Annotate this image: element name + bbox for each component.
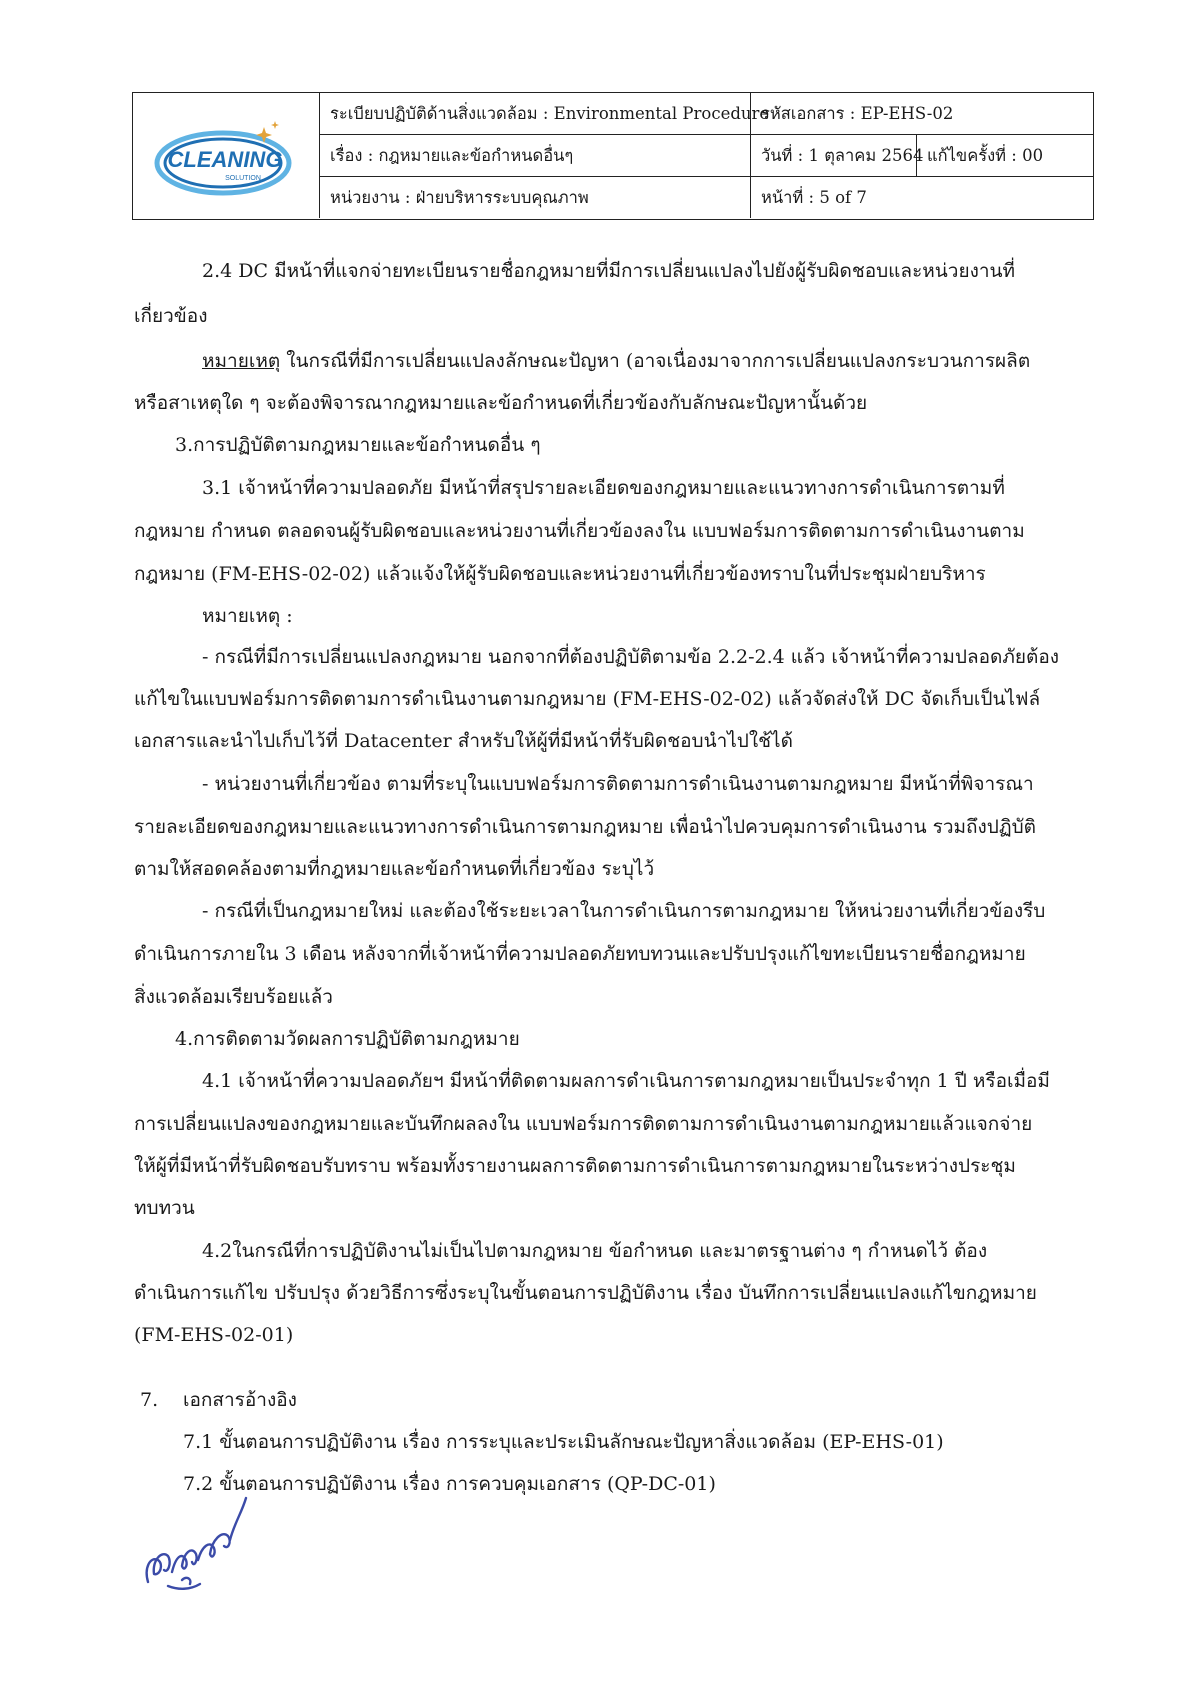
para-3-1-line3: กฎหมาย (FM-EHS-02-02) แล้วแจ้งให้ผู้รับผิดชอบและหน่วยงานที่เกี่ยวข้องทราบในที่ประชุมฝ่ายบริหาร	[134, 563, 986, 585]
para-3-1-line1: 3.1 เจ้าหน้าที่ความปลอดภัย มีหน้าที่สรุปรายละเอียดของกฎหมายและแนวทางการดำเนินการตามที่	[202, 477, 1005, 499]
procedure-title: ระเบียบปฏิบัติด้านสิ่งแวดล้อม : Environmental Procedure	[320, 93, 751, 134]
note-2-bullet3-line2: ดำเนินการภายใน 3 เดือน หลังจากที่เจ้าหน้าที่ความปลอดภัยทบทวนและปรับปรุงแก้ไขทะเบียนรายชื่อกฎหมาย	[134, 943, 1026, 965]
section-7-number: 7.	[140, 1389, 159, 1411]
note-1-line1	[202, 352, 1030, 371]
svg-text:CLEANING: CLEANING	[167, 147, 283, 172]
note-text: ในกรณีที่มีการเปลี่ยนแปลงลักษณะปัญหา (อาจเนื่องมาจากการเปลี่ยนแปลงกระบวนการผลิต	[280, 350, 1031, 372]
note-2-bullet1-line2: แก้ไขในแบบฟอร์มการติดตามการดำเนินงานตามกฎหมาย (FM-EHS-02-02) แล้วจัดส่งให้ DC จัดเก็บเป็นไฟล์	[134, 688, 1041, 710]
note-2-bullet2-line3: ตามให้สอดคล้องตามที่กฎหมายและข้อกำหนดที่เกี่ยวข้อง ระบุไว้	[134, 858, 655, 880]
note-2-bullet1-line3: เอกสารและนำไปเก็บไว้ที่ Datacenter สำหรับให้ผู้ที่มีหน้าที่รับผิดชอบนำไปใช้ได้	[134, 730, 793, 752]
para-4-2-line2: ดำเนินการแก้ไข ปรับปรุง ด้วยวิธีการซึ่งระบุในขั้นตอนการปฏิบัติงาน เรื่อง บันทึกการเปลี่ยนแปลงแก้ไขกฎหมาย	[134, 1282, 1037, 1304]
note-1-line2: หรือสาเหตุใด ๆ จะต้องพิจารณากฎหมายและข้อกำหนดที่เกี่ยวข้องกับลักษณะปัญหานั้นด้วย	[134, 392, 868, 414]
para-4-1-line4: ทบทวน	[134, 1197, 195, 1219]
note-2-label: หมายเหตุ :	[202, 605, 293, 627]
reference-7-2: 7.2 ขั้นตอนการปฏิบัติงาน เรื่อง การควบคุมเอกสาร (QP-DC-01)	[183, 1473, 716, 1495]
para-4-1-line3: ให้ผู้ที่มีหน้าที่รับผิดชอบรับทราบ พร้อมทั้งรายงานผลการติดตามการดำเนินการตามกฎหมายในระหว่างประชุม	[134, 1155, 1016, 1177]
section-3-heading: 3.การปฏิบัติตามกฎหมายและข้อกำหนดอื่น ๆ	[175, 434, 541, 456]
reference-7-1: 7.1 ขั้นตอนการปฏิบัติงาน เรื่อง การระบุและประเมินลักษณะปัญหาสิ่งแวดล้อม (EP-EHS-01)	[183, 1431, 944, 1453]
issue-date: วันที่ : 1 ตุลาคม 2564	[751, 135, 917, 176]
handwritten-signature	[138, 1490, 258, 1600]
note-2-bullet2-line1: - หน่วยงานที่เกี่ยวข้อง ตามที่ระบุในแบบฟอร์มการติดตามการดำเนินงานตามกฎหมาย มีหน้าที่พิจารณา	[202, 773, 1034, 795]
note-2-bullet3-line1: - กรณีที่เป็นกฎหมายใหม่ และต้องใช้ระยะเวลาในการดำเนินการตามกฎหมาย ให้หน่วยงานที่เกี่ยวข้องรีบ	[202, 900, 1046, 922]
doc-code: รหัสเอกสาร : EP-EHS-02	[761, 103, 954, 123]
svg-text:SOLUTION: SOLUTION	[225, 175, 261, 182]
document-header	[132, 92, 1094, 220]
revision: แก้ไขครั้งที่ : 00	[927, 145, 1044, 165]
para-4-2-line1: 4.2ในกรณีที่การปฏิบัติงานไม่เป็นไปตามกฎหมาย ข้อกำหนด และมาตรฐานต่าง ๆ กำหนดไว้ ต้อง	[202, 1240, 988, 1262]
cleaning-solution-logo	[151, 113, 301, 203]
note-2-bullet2-line2: รายละเอียดของกฎหมายและแนวทางการดำเนินการตามกฎหมาย เพื่อนำไปควบคุมการดำเนินงาน รวมถึงปฏิบัติ	[134, 816, 1037, 838]
para-3-1-line2: กฎหมาย กำหนด ตลอดจนผู้รับผิดชอบและหน่วยงานที่เกี่ยวข้องลงใน แบบฟอร์มการติดตามการดำเนินงานตาม	[134, 520, 1025, 542]
section-4-heading: 4.การติดตามวัดผลการปฏิบัติตามกฎหมาย	[175, 1028, 520, 1050]
para-2-4-line2: เกี่ยวข้อง	[134, 305, 208, 327]
page-number: หน้าที่ : 5 of 7	[761, 187, 867, 207]
section-7-heading: เอกสารอ้างอิง	[183, 1389, 297, 1411]
note-2-bullet1-line1: - กรณีที่มีการเปลี่ยนแปลงกฎหมาย นอกจากที่ต้องปฏิบัติตามข้อ 2.2-2.4 แล้ว เจ้าหน้าที่ความปลอดภัยต้อง	[202, 646, 1060, 668]
note-label: หมายเหตุ	[202, 350, 281, 372]
department: หน่วยงาน : ฝ่ายบริหารระบบคุณภาพ	[320, 177, 751, 218]
subject: เรื่อง : กฎหมายและข้อกำหนดอื่นๆ	[320, 135, 751, 176]
para-4-1-line1: 4.1 เจ้าหน้าที่ความปลอดภัยฯ มีหน้าที่ติดตามผลการดำเนินการตามกฎหมายเป็นประจำทุก 1 ปี หรือเมื่อมี	[202, 1070, 1050, 1092]
note-2-bullet3-line3: สิ่งแวดล้อมเรียบร้อยแล้ว	[134, 986, 333, 1008]
para-4-2-line3: (FM-EHS-02-01)	[134, 1324, 294, 1346]
logo-cell	[133, 93, 320, 218]
para-2-4-line1: 2.4 DC มีหน้าที่แจกจ่ายทะเบียนรายชื่อกฎหมายที่มีการเปลี่ยนแปลงไปยังผู้รับผิดชอบและหน่วยงานที่	[202, 260, 1016, 282]
para-4-1-line2: การเปลี่ยนแปลงของกฎหมายและบันทึกผลลงใน แบบฟอร์มการติดตามการดำเนินงานตามกฎหมายแล้วแจกจ่าย	[134, 1113, 1033, 1135]
